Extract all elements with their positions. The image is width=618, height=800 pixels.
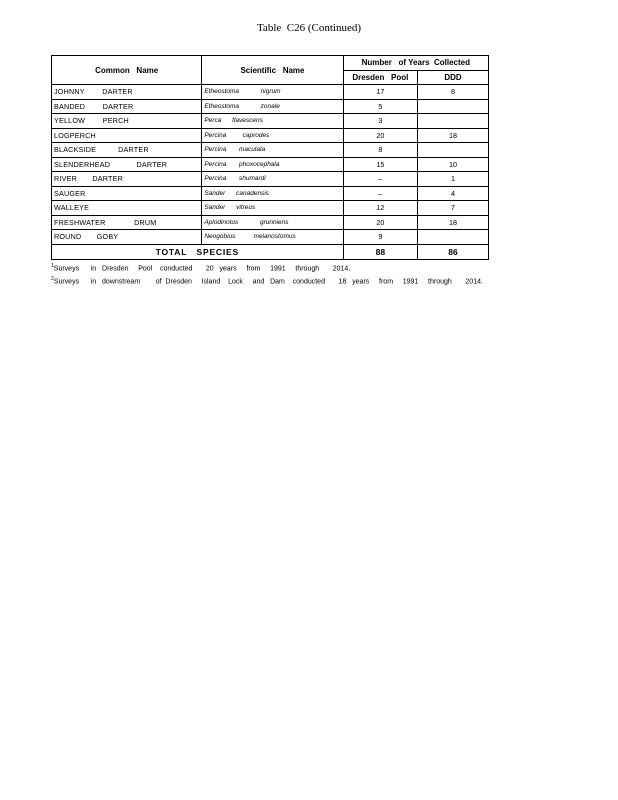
ddd-cell: 7 (418, 201, 489, 216)
table-row (52, 114, 489, 129)
table-row (52, 172, 489, 187)
ddd-cell: 1 (418, 172, 489, 187)
scientific-name-cell: Percina phoxocephala (202, 157, 343, 172)
dresden-pool-cell: – (343, 186, 417, 201)
scientific-name-cell: Aplodinotus grunniens (202, 215, 343, 230)
total-dresden: 88 (343, 244, 417, 259)
table-row (52, 99, 489, 114)
table-row (52, 230, 489, 245)
dresden-pool-cell: 20 (343, 128, 417, 143)
common-name-cell: SAUGER (52, 186, 202, 201)
total-ddd: 86 (418, 244, 489, 259)
common-name-cell: WALLEYE (52, 201, 202, 216)
footnote-1-mark: 1 (51, 263, 54, 269)
ddd-cell: 18 (418, 215, 489, 230)
dresden-pool-header: Dresden Pool (343, 70, 417, 85)
ddd-cell: 10 (418, 157, 489, 172)
table-row (52, 157, 489, 172)
common-name-cell: LOGPERCH (52, 128, 202, 143)
common-name-cell: FRESHWATER DRUM (52, 215, 202, 230)
table-row (52, 143, 489, 158)
common-name-header: Common Name (52, 56, 202, 85)
scientific-name-cell: Percina maculata (202, 143, 343, 158)
header-row (52, 56, 489, 71)
total-species-label: TOTAL SPECIES (52, 244, 344, 259)
dresden-pool-cell: 12 (343, 201, 417, 216)
table-title: Table C26 (Continued) (256, 22, 362, 34)
scientific-name-cell: Sander vitreus (202, 201, 343, 216)
common-name-cell: BLACKSIDE DARTER (52, 143, 202, 158)
scientific-name-cell: Etheostoma nigrum (202, 85, 343, 100)
ddd-cell (418, 114, 489, 129)
ddd-cell: 4 (418, 186, 489, 201)
scientific-name-cell: Etheostoma zonale (202, 99, 343, 114)
table-row (52, 201, 489, 216)
table-row (52, 128, 489, 143)
common-name-cell: ROUND GOBY (52, 230, 202, 245)
ddd-cell (418, 230, 489, 245)
scientific-name-cell: Percina shumardi (202, 172, 343, 187)
common-name-cell: YELLOW PERCH (52, 114, 202, 129)
species-table (51, 55, 489, 260)
table-row (52, 186, 489, 201)
dresden-pool-cell: 17 (343, 85, 417, 100)
footnote-2-mark: 2 (51, 276, 54, 282)
scientific-name-cell: Perca flavescens (202, 114, 343, 129)
total-row (52, 244, 489, 259)
dresden-pool-cell: – (343, 172, 417, 187)
ddd-cell: 18 (418, 128, 489, 143)
dresden-pool-cell: 15 (343, 157, 417, 172)
footnote-2 (51, 276, 483, 285)
common-name-cell: JOHNNY DARTER (52, 85, 202, 100)
scientific-name-header: Scientific Name (202, 56, 343, 85)
ddd-header: DDD (418, 70, 489, 85)
common-name-cell: BANDED DARTER (52, 99, 202, 114)
dresden-pool-cell: 5 (343, 99, 417, 114)
years-collected-header: Number of Years Collected (343, 56, 488, 71)
ddd-cell (418, 143, 489, 158)
common-name-cell: RIVER DARTER (52, 172, 202, 187)
dresden-pool-cell: 9 (343, 230, 417, 245)
ddd-cell: 8 (418, 85, 489, 100)
footnote-1 (51, 263, 350, 272)
scientific-name-cell: Neogobius melanostomus (202, 230, 343, 245)
ddd-cell (418, 99, 489, 114)
common-name-cell: SLENDERHEAD DARTER (52, 157, 202, 172)
table-row (52, 215, 489, 230)
table-row (52, 85, 489, 100)
scientific-name-cell: Percina caprodes (202, 128, 343, 143)
dresden-pool-cell: 8 (343, 143, 417, 158)
scientific-name-cell: Sander canadensis (202, 186, 343, 201)
dresden-pool-cell: 20 (343, 215, 417, 230)
footnote-1-text: Surveys in Dresden Pool conducted 20 years from 1991 through 2014. (53, 265, 351, 273)
dresden-pool-cell: 3 (343, 114, 417, 129)
footnote-2-text: Surveys in downstream of Dresden Island Lock and Dam conducted 18 years from 1991 through 2014. (53, 278, 483, 286)
